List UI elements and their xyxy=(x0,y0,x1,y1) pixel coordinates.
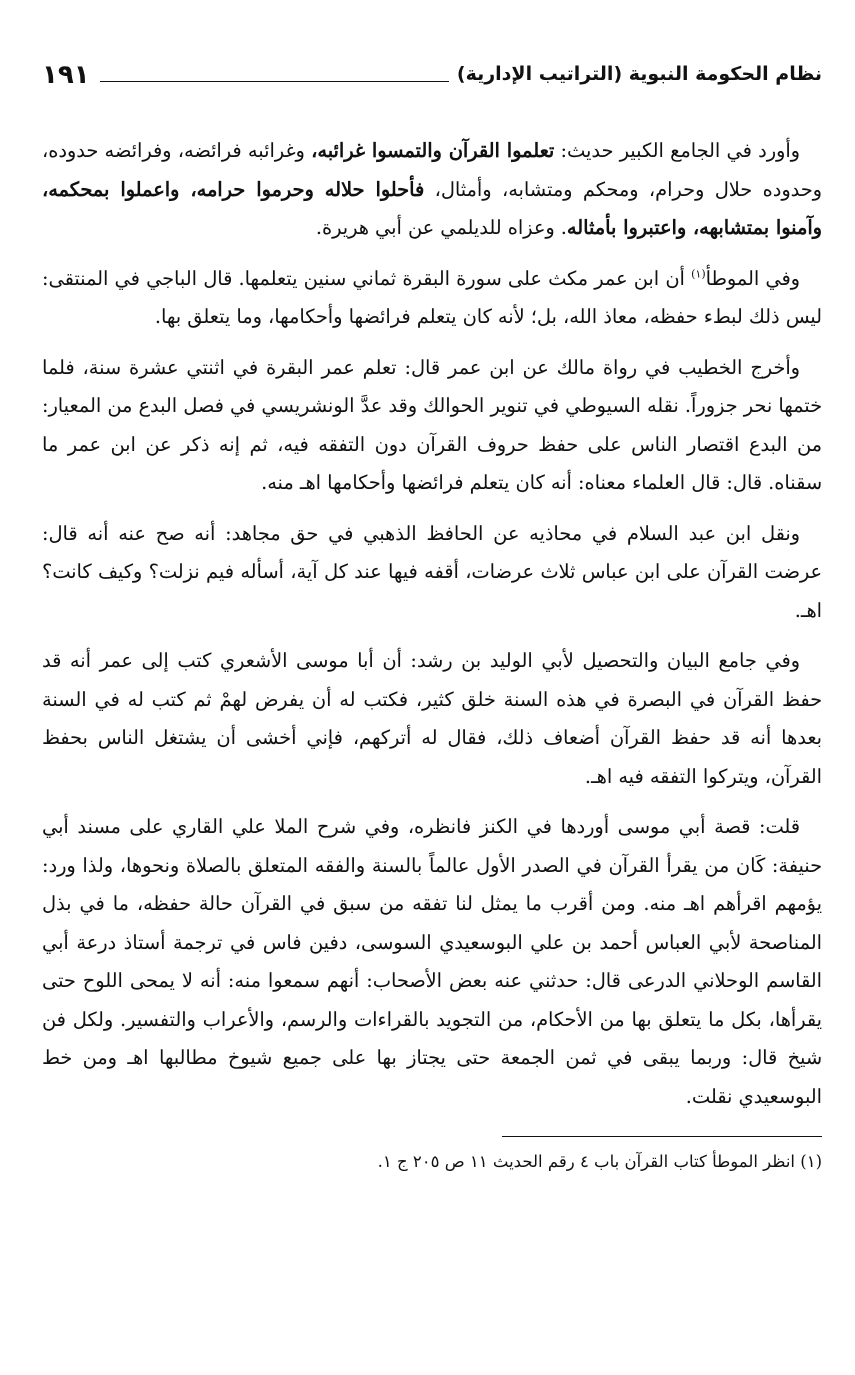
paragraph xyxy=(42,349,822,503)
paragraph-text: وفي الموطأ xyxy=(705,266,800,290)
paragraph xyxy=(42,642,822,796)
paragraph-text: وأخرج الخطيب في رواة مالك عن ابن عمر قال: تعلم عمر البقرة في اثنتي عشرة سنة، فلما ختمها نحر جزوراً. نقله السيوطي في تنوير الحوالك وقد عدَّ الونشريسي في فصل البدع من المعيار: من البدع اقتصار الناس على حفظ حروف القرآن دون التفقه فيه، ثم إنه ذكر عن ابن عمر ما سقناه. قال: قال العلماء معناه: أنه كان يتعلم فرائضها وأحكامها اهـ منه. xyxy=(42,355,822,494)
paragraph-text: قلت: قصة أبي موسى أوردها في الكنز فانظره، وفي شرح الملا علي القاري على مسند أبي حنيفة: كَان من يقرأ القرآن في الصدر الأول عالماً بالسنة والفقه المتعلق بالصلاة ونحوها، ولذا ورد: يؤمهم اقرأهم اهـ منه. ومن أقرب ما يمثل لنا تفقه من سبق في القرآن حالة حفظه، ما في بذل المناصحة لأبي العباس أحمد بن علي البوسعيدي السوسى، دفين فاس في ترجمة أستاذ درعة أبي القاسم الوحلاني الدرعى قال: حدثني عنه بعض الأصحاب: أنهم سمعوا منه: أنه لا يمحى اللوح حتى يقرأها، بكل ما يتعلق بها من الأحكام، من التجويد بالقراءات والرسم، والأعراب والتفسير. ولكل فن شيخ قال: وربما يبقى في ثمن الجمعة حتى يجتاز بها على جميع شيوخ مطالبها اهـ ومن خط البوسعيدي نقلت. xyxy=(42,815,822,1108)
header-rule xyxy=(100,81,449,82)
paragraph-text: وغرائبه فرائضه، وفرائضه حدوده، وحدوده حلال وحرام، ومحكم ومتشابه، وأمثال، xyxy=(42,139,822,201)
hadith-text: تعلموا القرآن والتمسوا غرائبه، xyxy=(311,139,555,162)
paragraph-text: ونقل ابن عبد السلام في محاذيه عن الحافظ الذهبي في حق مجاهد: أنه صح عنه أنه قال: عرضت القرآن على ابن عباس ثلاث عرضات، أقفه فيها عند كل آية، أسأله فيم نزلت؟ وكيف كانت؟ اهـ. xyxy=(42,521,822,622)
running-title: نظام الحكومة النبوية (التراتيب الإدارية) xyxy=(456,63,822,85)
page-number: ١٩١ xyxy=(42,60,90,90)
running-header xyxy=(42,48,822,88)
footnote-reference: (١) xyxy=(691,267,706,281)
paragraph xyxy=(42,808,822,1116)
paragraph xyxy=(42,515,822,631)
hadith-text: فأحلوا حلاله وحرموا حرامه، واعملوا بمحكمه، وآمنوا بمتشابهه، واعتبروا بأمثاله xyxy=(42,177,822,239)
paragraph-text: أن ابن عمر مكث على سورة البقرة ثماني سنين يتعلمها. قال الباجي في المنتقى: ليس ذلك لبطء حفظه، معاذ الله، بل؛ لأنه كان يتعلم فرائضها وأحكامها، وما يتعلق بها. xyxy=(42,266,822,328)
paragraph xyxy=(42,260,822,337)
body-text xyxy=(42,132,822,1116)
paragraph xyxy=(42,132,822,248)
paragraph-text: . وعزاه للديلمي عن أبي هريرة. xyxy=(315,216,567,239)
footnote-separator xyxy=(502,1136,822,1137)
paragraph-text: وفي جامع البيان والتحصيل لأبي الوليد بن رشد: أن أبا موسى الأشعري كتب إلى عمر أنه قد حفظ القرآن في البصرة في هذه السنة خلق كثير، فكتب له أن يفرض لهمْ ثم كتب له في السنة بعدها أنه قد حفظ القرآن أضعاف ذلك، فقال له أتركهم، فإني أخشى أن يشتغل الناس بحفظ القرآن، ويتركوا التفقه فيه اهـ. xyxy=(42,649,822,788)
book-page xyxy=(42,48,822,1348)
paragraph-text: وأورد في الجامع الكبير حديث: xyxy=(554,139,800,162)
footnote: (١) انظر الموطأ كتاب القرآن باب ٤ رقم الحديث ١١ ص ٢٠٥ ج ١. xyxy=(377,1152,822,1171)
